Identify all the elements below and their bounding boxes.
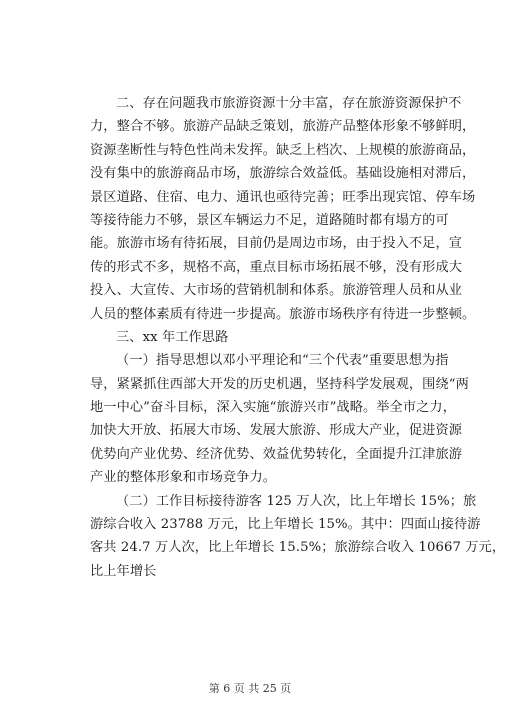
paragraph-line: 景区道路、住宿、电力、通讯也亟待完善；旺季出现宾馆、停车场 — [90, 189, 476, 205]
paragraph-line: 人员的整体素质有待进一步提高。旅游市场秩序有待进一步整顿。 — [90, 306, 476, 322]
paragraph-line: 优势向产业优势、经济优势、效益优势转化，全面提升江津旅游 — [90, 446, 463, 462]
paragraph-line: 资源垄断性与特色性尚未发挥。缺乏上档次、上规模的旅游商品， — [90, 142, 476, 158]
paragraph-line: 产业的整体形象和市场竞争力。 — [90, 470, 277, 486]
paragraph-line: 游综合收入 23788 万元，比上年增长 15%。其中：四面山接待游 — [90, 517, 481, 533]
paragraph-line: 客共 24.7 万人次，比上年增长 15.5%；旅游综合收入 10667 万元， — [90, 540, 505, 556]
page-footer: 第 6 页 共 25 页 — [208, 682, 292, 695]
paragraph-line: 二、存在问题我市旅游资源十分丰富，存在旅游资源保护不 — [116, 96, 462, 111]
document-body — [90, 92, 505, 583]
paragraph-line: 加快大开放、拓展大市场、发展大旅游、形成大产业，促进资源 — [90, 423, 463, 439]
paragraph-line: 等接待能力不够，景区车辆运力不足，道路随时都有塌方的可 — [90, 212, 449, 228]
paragraph-line: 投入、大宣传、大市场的营销机制和体系。旅游管理人员和从业 — [90, 283, 463, 299]
paragraph-line: 导，紧紧抓住西部大开发的历史机遇，坚持科学发展观，围绕“两 — [90, 376, 469, 392]
paragraph-line: 传的形式不多，规格不高，重点目标市场拓展不够，没有形成大 — [90, 259, 463, 275]
paragraph-line: （二）工作目标接待游客 125 万人次，比上年增长 15%；旅 — [116, 493, 477, 509]
paragraph-line: 能。旅游市场有待拓展，目前仍是周边市场，由于投入不足，宣 — [90, 236, 463, 252]
paragraph-line: 没有集中的旅游商品市场，旅游综合效益低。基础设施相对滞后， — [90, 166, 476, 182]
paragraph-line: （一）指导思想以邓小平理论和“三个代表”重要思想为指 — [116, 353, 449, 369]
section-heading: 三、xx 年工作思路 — [116, 329, 229, 345]
paragraph-line: 比上年增长 — [90, 563, 157, 579]
paragraph-line: 地一中心”奋斗目标，深入实施“旅游兴市”战略。举全市之力， — [90, 400, 456, 416]
paragraph-line: 力，整合不够。旅游产品缺乏策划，旅游产品整体形象不够鲜明， — [90, 119, 476, 135]
